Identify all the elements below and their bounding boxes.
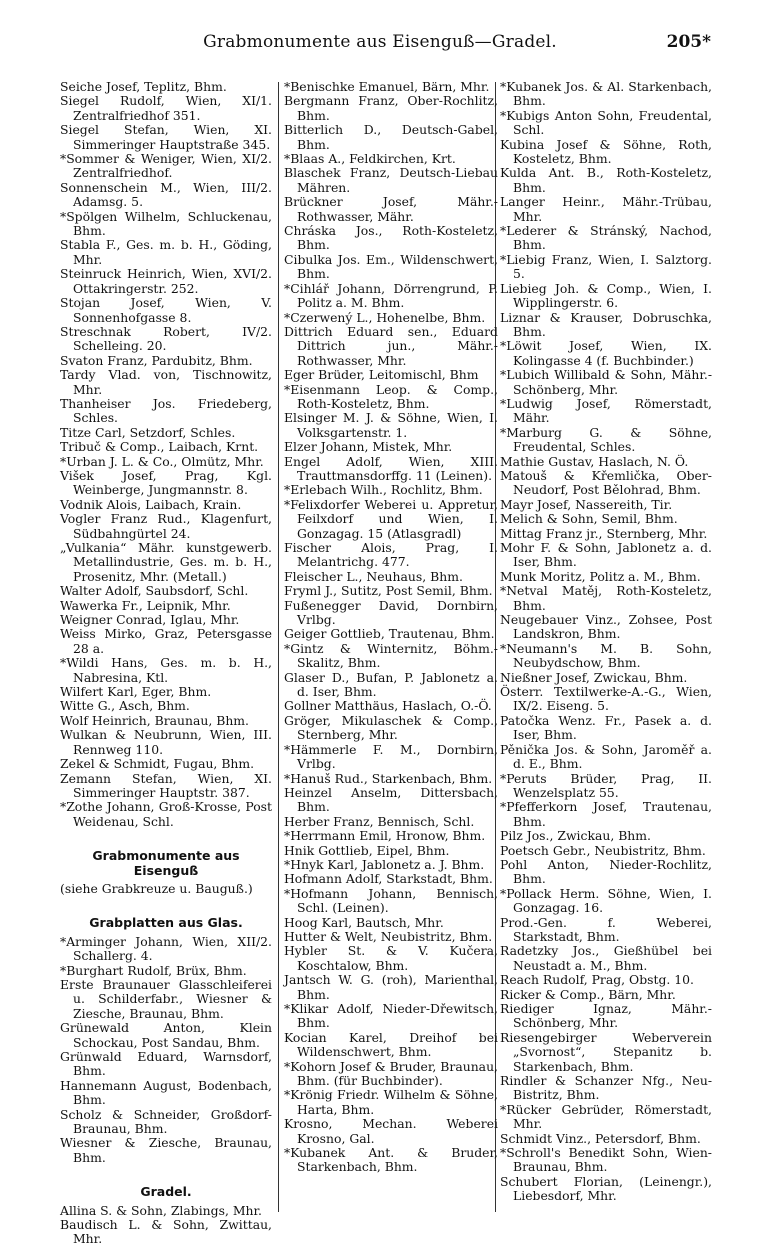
directory-entry: *Gintz & Winternitz, Böhm.-Skalitz, Bhm. — [284, 640, 498, 671]
directory-entry: Langer Heinr., Mähr.-Trübau, Mhr. — [500, 194, 712, 224]
directory-entry: Reach Rudolf, Prag, Obstg. 10. — [500, 972, 694, 988]
directory-entry: Hnik Gottlieb, Eipel, Bhm. — [284, 842, 450, 858]
directory-entry: *Sommer & Weniger, Wien, XI/2. Zentralfriedhof. — [60, 151, 272, 181]
directory-entry: Munk Moritz, Politz a. M., Bhm. — [500, 568, 701, 584]
directory-entry: Dittrich Eduard sen., Eduard Dittrich jun., Mähr.-Rothwasser, Mhr. — [284, 323, 498, 368]
directory-entry: Titze Carl, Setzdorf, Schles. — [60, 424, 236, 440]
entry-list — [60, 935, 272, 1166]
directory-entry: *Lederer & Stránský, Nachod, Bhm. — [500, 223, 712, 253]
directory-entry: *Benischke Emanuel, Bärn, Mhr. — [284, 79, 490, 94]
directory-entry: Zemann Stefan, Wien, XI. Simmeringer Hauptstr. 387. — [60, 770, 272, 800]
directory-entry: Brückner Josef, Mähr.-Rothwasser, Mähr. — [284, 194, 498, 224]
directory-entry: Neugebauer Vinz., Zohsee, Post Landskron, Bhm. — [500, 612, 712, 642]
directory-entry: Fryml J., Sutitz, Post Semil, Bhm. — [284, 583, 493, 599]
directory-entry: *Kubigs Anton Sohn, Freudental, Schl. — [500, 107, 712, 138]
directory-entry: Witte G., Asch, Bhm. — [60, 698, 190, 714]
directory-entry: Stojan Josef, Wien, V. Sonnenhofgasse 8. — [60, 295, 272, 325]
directory-entry: *Cihlář Johann, Dörrengrund, P. Politz a. M. Bhm. — [284, 280, 498, 311]
directory-entry: Hutter & Welt, Neubistritz, Bhm. — [284, 928, 493, 944]
directory-entry: Schmidt Vinz., Petersdorf, Bhm. — [500, 1130, 701, 1146]
directory-entry: *Zothe Johann, Groß-Krosse, Post Weidenau, Schl. — [60, 799, 272, 829]
directory-entry: Hannemann August, Bodenbach, Bhm. — [60, 1077, 272, 1108]
directory-entry: *Hämmerle F. M., Dornbirn, Vrlbg. — [284, 741, 498, 772]
section-heading: Gradel. — [140, 1184, 192, 1200]
directory-entry: Kubina Josef & Söhne, Roth, Kosteletz, Bhm. — [500, 136, 712, 167]
directory-entry: *Netval Matěj, Roth-Kosteletz, Bhm. — [500, 583, 712, 613]
directory-entry: *Pfefferkorn Josef, Trautenau, Bhm. — [500, 799, 712, 829]
directory-entry: Wiesner & Ziesche, Braunau, Bhm. — [60, 1135, 272, 1165]
directory-entry: Mayr Josef, Nassereith, Tir. — [500, 496, 673, 512]
directory-entry: Grünwald Eduard, Warnsdorf, Bhm. — [60, 1049, 272, 1079]
directory-entry: *Marburg G. & Söhne, Freudental, Schles. — [500, 424, 712, 455]
directory-entry: Wawerka Fr., Leipnik, Mhr. — [60, 597, 231, 613]
directory-entry: *Löwit Josef, Wien, IX. Kolingasse 4 (f. Buchbinder.) — [500, 338, 712, 368]
directory-entry: Tribuč & Comp., Laibach, Krnt. — [60, 439, 259, 455]
column-divider — [278, 82, 279, 1212]
page-number: 205* — [666, 32, 711, 52]
directory-entry: Riesengebirger Weberverein „Svornost“, Stepanitz b. Starkenbach, Bhm. — [500, 1029, 712, 1074]
directory-entry: Rindler & Schanzer Nfg., Neu-Bistritz, Bhm. — [500, 1073, 712, 1103]
directory-entry: Siegel Stefan, Wien, XI. Simmeringer Hauptstraße 345. — [60, 122, 272, 152]
directory-entry: *Kohorn Josef & Bruder, Braunau, Bhm. (für Buchbinder). — [284, 1058, 498, 1089]
directory-entry: Baudisch L. & Sohn, Zwittau, Mhr. — [60, 1217, 272, 1247]
directory-entry: Melich & Sohn, Semil, Bhm. — [500, 511, 678, 527]
directory-entry: Zekel & Schmidt, Fugau, Bhm. — [60, 756, 255, 772]
directory-entry: Weigner Conrad, Iglau, Mhr. — [60, 612, 240, 628]
directory-entry: Radetzky Jos., Gießhübel bei Neustadt a. M., Bhm. — [500, 943, 712, 973]
directory-entry: Österr. Textilwerke-A.-G., Wien, IX/2. Eiseng. 5. — [500, 684, 712, 714]
directory-entry: Pilz Jos., Zwickau, Bhm. — [500, 828, 651, 844]
directory-entry: *Hnyk Karl, Jablonetz a. J. Bhm. — [284, 856, 485, 872]
directory-entry: *Klikar Adolf, Nieder-Dřewitsch, Bhm. — [284, 1001, 498, 1031]
directory-entry: *Spölgen Wilhelm, Schluckenau, Bhm. — [60, 208, 272, 239]
directory-entry: Bitterlich D., Deutsch-Gabel, Bhm. — [284, 122, 498, 152]
directory-entry: „Vulkania“ Mähr. kunstgewerb. Metallindustrie, Ges. m. b. H., Prosenitz, Mhr. (Metall.) — [60, 540, 272, 584]
directory-entry: Steinruck Heinrich, Wien, XVI/2. Ottakringerstr. 252. — [60, 266, 272, 296]
directory-entry: *Hofmann Johann, Bennisch, Schl. (Leinen). — [284, 885, 498, 916]
directory-entry: Geiger Gottlieb, Trautenau, Bhm. — [284, 626, 495, 642]
directory-entry: Thanheiser Jos. Friedeberg, Schles. — [60, 395, 272, 426]
directory-entry: *Wildi Hans, Ges. m. b. H., Nabresina, Ktl. — [60, 655, 272, 685]
directory-entry: Mathie Gustav, Haslach, N. Ö. — [500, 453, 689, 469]
directory-entry: Liebieg Joh. & Comp., Wien, I. Wipplingerstr. 6. — [500, 280, 712, 311]
directory-entry: Pěnička Jos. & Sohn, Jaroměř a. d. E., Bhm. — [500, 741, 712, 772]
directory-entry: *Liebig Franz, Wien, I. Salztorg. 5. — [500, 251, 712, 282]
directory-entry: Matouš & Křemlička, Ober-Neudorf, Post Bělohrad, Bhm. — [500, 467, 712, 498]
directory-entry: Wolf Heinrich, Braunau, Bhm. — [60, 712, 249, 728]
directory-entry: Engel Adolf, Wien, XIII. Trauttmansdorffg. 11 (Leinen). — [284, 453, 498, 483]
directory-entry: *Felixdorfer Weberei u. Appretur, Feilxdorf und Wien, I. Gonzagag. 15 (Atlasgradl) — [284, 496, 498, 541]
directory-entry: *Urban J. L. & Co., Olmütz, Mhr. — [60, 453, 264, 469]
directory-entry: Tardy Vlad. von, Tischnowitz, Mhr. — [60, 367, 272, 397]
directory-entry: *Herrmann Emil, Hronow, Bhm. — [284, 828, 486, 844]
directory-entry: *Krönig Friedr. Wilhelm & Söhne, Harta, Bhm. — [284, 1087, 498, 1117]
directory-entry: *Ludwig Josef, Römerstadt, Mähr. — [500, 395, 712, 426]
section-heading: Grabplatten aus Glas. — [89, 915, 243, 931]
directory-entry: Glaser D., Bufan, P. Jablonetz a. d. Iser, Bhm. — [284, 669, 498, 700]
directory-entry: Mittag Franz jr., Sternberg, Mhr. — [500, 525, 708, 541]
directory-entry: Bergmann Franz, Ober-Rochlitz, Bhm. — [284, 93, 498, 123]
directory-entry: *Lubich Willibald & Sohn, Mähr.-Schönberg, Mhr. — [500, 367, 712, 397]
directory-entry: Allina S. & Sohn, Zlabings, Mhr. — [60, 1202, 262, 1218]
directory-entry: Heinzel Anselm, Dittersbach, Bhm. — [284, 784, 498, 815]
directory-entry: Elzer Johann, Mistek, Mhr. — [284, 439, 453, 455]
directory-entry: Gollner Matthäus, Haslach, O.-Ö. — [284, 698, 492, 714]
directory-entry: Višek Josef, Prag, Kgl. Weinberge, Jungmannstr. 8. — [60, 467, 272, 498]
directory-entry: Siegel Rudolf, Wien, XI/1. Zentralfriedhof 351. — [60, 93, 272, 123]
directory-entry: Cibulka Jos. Em., Wildenschwert, Bhm. — [284, 251, 498, 282]
directory-entry: *Rücker Gebrüder, Römerstadt, Mhr. — [500, 1101, 712, 1132]
directory-entry: *Arminger Johann, Wien, XII/2. Schallerg. 4. — [60, 933, 272, 964]
directory-entry: Eger Brüder, Leitomischl, Bhm — [284, 367, 479, 383]
directory-entry: *Czerwený L., Hohenelbe, Bhm. — [284, 309, 486, 325]
directory-entry: Erste Braunauer Glasschleiferei u. Schilderfabr., Wiesner & Ziesche, Braunau, Bhm. — [60, 976, 272, 1021]
entry-list — [60, 1204, 272, 1247]
directory-entry: Streschnak Robert, IV/2. Schelleing. 20. — [60, 323, 272, 354]
page-header-title: Grabmonumente aus Eisenguß—Gradel. — [203, 32, 557, 52]
directory-entry: Jantsch W. G. (roh), Marienthal, Bhm. — [284, 972, 498, 1002]
directory-entry: *Hanuš Rud., Starkenbach, Bhm. — [284, 770, 493, 786]
entry-list — [500, 80, 712, 1204]
directory-entry: Grünewald Anton, Klein Schockau, Post Sandau, Bhm. — [60, 1020, 272, 1050]
column-3 — [500, 80, 712, 1204]
directory-entry: Vogler Franz Rud., Klagenfurt, Südbahngürtel 24. — [60, 511, 272, 541]
section-heading: Grabmonumente aus Eisenguß — [92, 848, 240, 878]
section-subtitle: (siehe Grabkreuze u. Bauguß.) — [60, 880, 253, 896]
directory-entry: Fußenegger David, Dornbirn, Vrlbg. — [284, 597, 498, 628]
column-1 — [60, 80, 272, 1247]
directory-entry: *Kubanek Jos. & Al. Starkenbach, Bhm. — [500, 79, 712, 109]
directory-entry: Krosno, Mechan. Weberei Krosno, Gal. — [284, 1116, 498, 1146]
directory-entry: *Schroll's Benedikt Sohn, Wien-Braunau, Bhm. — [500, 1145, 712, 1175]
directory-entry: Scholz & Schneider, Großdorf-Braunau, Bhm. — [60, 1106, 272, 1137]
directory-entry: *Burghart Rudolf, Brüx, Bhm. — [60, 962, 247, 978]
directory-entry: Schubert Florian, (Leinengr.), Liebesdorf, Mhr. — [500, 1173, 712, 1204]
directory-entry: Fischer Alois, Prag, I. Melantrichg. 477. — [284, 540, 498, 570]
directory-entry: Vodnik Alois, Laibach, Krain. — [60, 496, 242, 512]
directory-entry: *Erlebach Wilh., Rochlitz, Bhm. — [284, 482, 483, 498]
directory-entry: *Peruts Brüder, Prag, II. Wenzelsplatz 55. — [500, 770, 712, 800]
directory-entry: Kulda Ant. B., Roth-Kosteletz, Bhm. — [500, 165, 712, 195]
directory-entry: Wulkan & Neubrunn, Wien, III. Rennweg 110. — [60, 727, 272, 757]
directory-entry: *Eisenmann Leop. & Comp., Roth-Kosteletz, Bhm. — [284, 381, 498, 411]
directory-entry: Chráska Jos., Roth-Kosteletz, Bhm. — [284, 223, 498, 253]
directory-entry: *Neumann's M. B. Sohn, Neubydschow, Bhm. — [500, 640, 712, 671]
directory-entry: Seiche Josef, Teplitz, Bhm. — [60, 79, 227, 94]
directory-entry: Fleischer L., Neuhaus, Bhm. — [284, 568, 463, 584]
directory-entry: Stabla F., Ges. m. b. H., Göding, Mhr. — [60, 237, 272, 267]
directory-entry: Riediger Ignaz, Mähr.-Schönberg, Mhr. — [500, 1001, 712, 1031]
directory-entry: Liznar & Krauser, Dobruschka, Bhm. — [500, 309, 712, 339]
directory-entry: Hybler St. & V. Kučera, Koschtalow, Bhm. — [284, 943, 498, 973]
directory-entry: Pohl Anton, Nieder-Rochlitz, Bhm. — [500, 856, 712, 887]
entry-list — [284, 80, 498, 1175]
directory-entry: Ricker & Comp., Bärn, Mhr. — [500, 986, 676, 1002]
column-2 — [284, 80, 498, 1175]
directory-entry: Kocian Karel, Dreihof bei Wildenschwert, Bhm. — [284, 1029, 498, 1060]
directory-entry: Poetsch Gebr., Neubistritz, Bhm. — [500, 842, 706, 858]
directory-entry: Weiss Mirko, Graz, Petersgasse 28 a. — [60, 626, 272, 656]
directory-entry: Prod.-Gen. f. Weberei, Starkstadt, Bhm. — [500, 914, 712, 944]
directory-entry: *Pollack Herm. Söhne, Wien, I. Gonzagag. 16. — [500, 885, 712, 916]
directory-entry: Svaton Franz, Pardubitz, Bhm. — [60, 352, 253, 368]
directory-entry: Elsinger M. J. & Söhne, Wien, I. Volksgartenstr. 1. — [284, 410, 498, 440]
directory-entry: Sonnenschein M., Wien, III/2. Adamsg. 5. — [60, 179, 272, 210]
directory-entry: *Blaas A., Feldkirchen, Krt. — [284, 151, 456, 167]
directory-entry: Walter Adolf, Saubsdorf, Schl. — [60, 583, 249, 599]
directory-entry: Wilfert Karl, Eger, Bhm. — [60, 684, 212, 700]
directory-entry: Herber Franz, Bennisch, Schl. — [284, 813, 475, 829]
directory-entry: Nießner Josef, Zwickau, Bhm. — [500, 669, 688, 685]
directory-entry: Blaschek Franz, Deutsch-Liebau Mähren. — [284, 165, 498, 195]
directory-entry: Hofmann Adolf, Starkstadt, Bhm. — [284, 871, 493, 887]
directory-entry: Hoog Karl, Bautsch, Mhr. — [284, 914, 444, 930]
directory-entry: Mohr F. & Sohn, Jablonetz a. d. Iser, Bhm. — [500, 540, 712, 570]
directory-entry: *Kubanek Ant. & Bruder, Starkenbach, Bhm. — [284, 1145, 498, 1175]
directory-entry: Patočka Wenz. Fr., Pasek a. d. Iser, Bhm. — [500, 712, 712, 743]
entry-list — [60, 80, 272, 829]
directory-entry: Gröger, Mikulaschek & Comp., Sternberg, Mhr. — [284, 712, 498, 743]
